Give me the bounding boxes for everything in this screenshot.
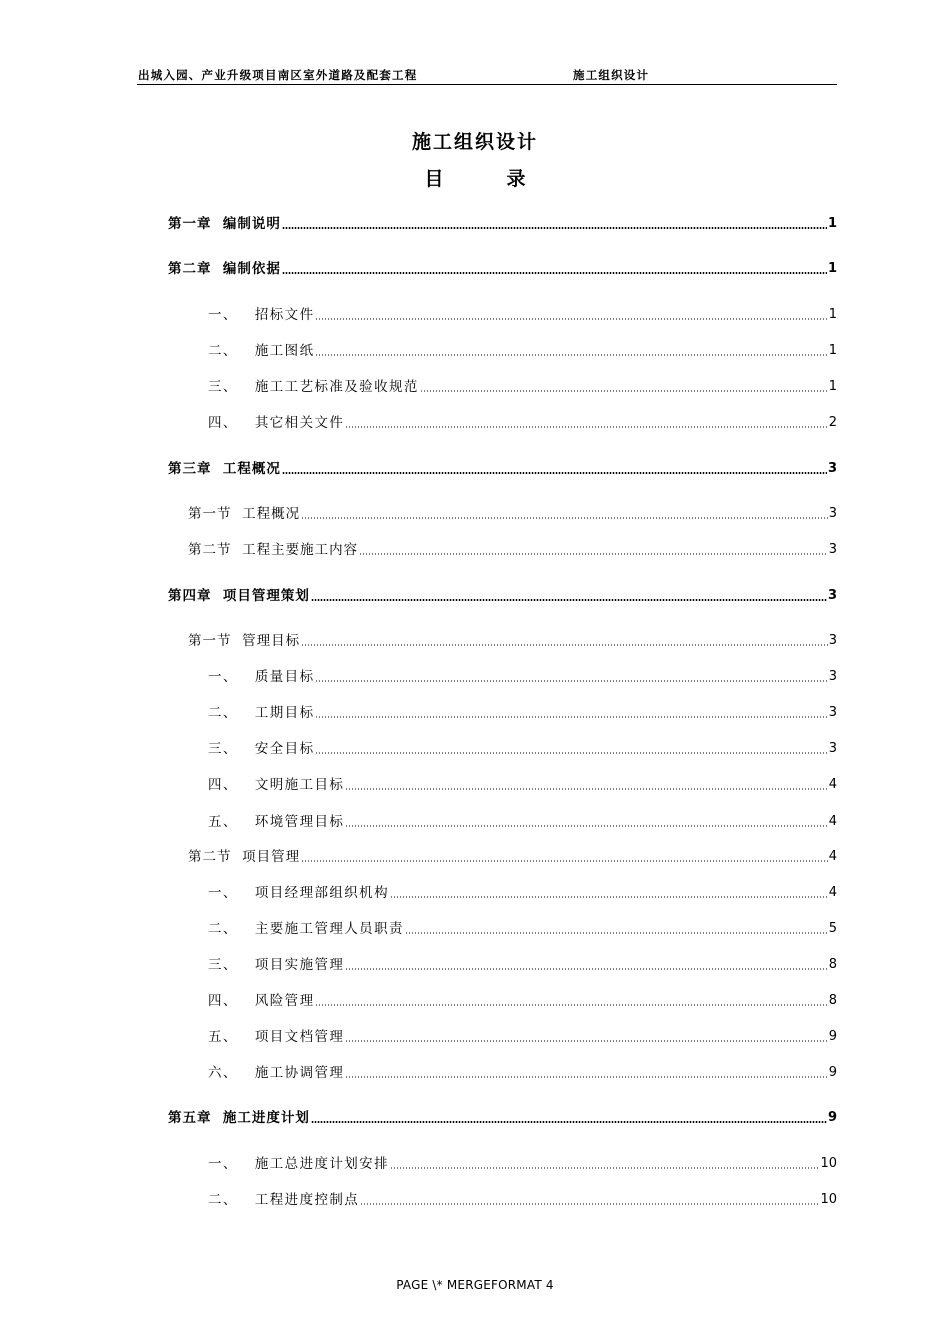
toc-page-number: 3 (828, 506, 837, 521)
toc-entry[interactable] (208, 341, 837, 361)
toc-dot-leader (359, 553, 828, 555)
toc-dot-leader (345, 825, 827, 827)
toc-dot-leader (301, 644, 828, 646)
toc-page-number: 3 (827, 588, 837, 603)
toc-heading: 目 录 (424, 168, 548, 190)
toc-dot-leader (345, 968, 827, 970)
document-title: 施工组织设计 (411, 131, 538, 153)
toc-entry[interactable] (168, 459, 837, 479)
toc-page-number: 5 (828, 921, 837, 936)
toc-entry-label: 五、 项目文档管理 (208, 1029, 345, 1045)
toc-entry[interactable] (188, 504, 837, 524)
toc-entry-label: 一、 施工总进度计划安排 (208, 1156, 389, 1172)
toc-entry[interactable] (208, 955, 837, 975)
toc-dot-leader (420, 390, 828, 392)
toc-entry-label: 三、 施工工艺标准及验收规范 (208, 379, 419, 395)
toc-entry[interactable] (208, 667, 837, 687)
toc-entry[interactable] (208, 1190, 837, 1210)
toc-dot-leader (315, 1004, 827, 1006)
toc-entry-label: 第二节 工程主要施工内容 (188, 542, 359, 558)
toc-page-number: 1 (828, 343, 837, 358)
toc-entry[interactable] (208, 1063, 837, 1083)
toc-entry[interactable] (208, 812, 837, 832)
toc-entry[interactable] (208, 883, 837, 903)
header-doc-type: 施工组织设计 (573, 68, 650, 82)
toc-page-number: 3 (828, 705, 837, 720)
toc-page-number: 2 (828, 415, 837, 430)
toc-entry-label: 第四章 项目管理策划 (168, 588, 310, 604)
toc-page-number: 1 (828, 379, 837, 394)
toc-entry-label: 一、 招标文件 (208, 307, 315, 323)
toc-entry-label: 第三章 工程概况 (168, 461, 281, 477)
toc-entry-label: 二、 工期目标 (208, 705, 315, 721)
toc-page-number: 8 (828, 957, 837, 972)
toc-entry-label: 一、 质量目标 (208, 669, 315, 685)
toc-entry-label: 第二节 项目管理 (188, 849, 301, 865)
toc-dot-leader (315, 354, 827, 356)
toc-entry-label: 二、 工程进度控制点 (208, 1192, 360, 1208)
toc-entry[interactable] (168, 259, 837, 279)
toc-entry[interactable] (208, 991, 837, 1011)
toc-entry[interactable] (168, 1108, 837, 1128)
toc-dot-leader (282, 472, 827, 474)
toc-entry-label: 四、 其它相关文件 (208, 415, 345, 431)
toc-dot-leader (301, 517, 828, 519)
toc-page-number: 3 (828, 741, 837, 756)
toc-entry[interactable] (208, 775, 837, 795)
toc-entry[interactable] (208, 305, 837, 325)
toc-dot-leader (345, 788, 827, 790)
toc-entry-label: 六、 施工协调管理 (208, 1065, 345, 1081)
toc-page-number: 4 (828, 885, 837, 900)
toc-entry-label: 第五章 施工进度计划 (168, 1110, 310, 1126)
toc-entry-label: 第一节 工程概况 (188, 506, 301, 522)
toc-dot-leader (311, 1121, 827, 1123)
toc-entry[interactable] (208, 703, 837, 723)
toc-dot-leader (315, 318, 827, 320)
toc-entry[interactable] (208, 1027, 837, 1047)
toc-entry-label: 二、 施工图纸 (208, 343, 315, 359)
page-header (137, 66, 837, 85)
toc-entry-label: 第一章 编制说明 (168, 216, 281, 232)
toc-dot-leader (405, 932, 828, 934)
toc-page-number: 1 (827, 216, 837, 231)
toc-page-number: 3 (827, 461, 837, 476)
toc-page-number: 3 (828, 669, 837, 684)
toc-entry[interactable] (208, 739, 837, 759)
toc-dot-leader (390, 1167, 819, 1169)
header-project-name: 出城入园、产业升级项目南区室外道路及配套工程 (138, 68, 418, 82)
toc-dot-leader (345, 426, 827, 428)
toc-page-number: 3 (828, 633, 837, 648)
toc-entry-label: 四、 风险管理 (208, 993, 315, 1009)
toc-dot-leader (360, 1203, 819, 1205)
toc-entry[interactable] (208, 1154, 837, 1174)
toc-entry[interactable] (188, 847, 837, 867)
toc-dot-leader (315, 716, 827, 718)
page-footer: PAGE \* MERGEFORMAT 4 (396, 1278, 554, 1292)
toc-entry[interactable] (188, 631, 837, 651)
toc-page-number: 8 (828, 993, 837, 1008)
toc-entry-label: 四、 文明施工目标 (208, 777, 345, 793)
toc-page-number: 4 (828, 849, 837, 864)
toc-page-number: 10 (820, 1192, 837, 1207)
toc-dot-leader (301, 860, 828, 862)
toc-page-number: 4 (828, 814, 837, 829)
toc-entry[interactable] (208, 413, 837, 433)
toc-entry-label: 三、 项目实施管理 (208, 957, 345, 973)
toc-entry[interactable] (188, 540, 837, 560)
toc-dot-leader (282, 227, 827, 229)
toc-page-number: 1 (827, 261, 837, 276)
toc-page-number: 3 (828, 542, 837, 557)
toc-entry[interactable] (168, 586, 837, 606)
toc-dot-leader (282, 272, 827, 274)
toc-entry[interactable] (168, 214, 837, 234)
toc-page-number: 9 (828, 1065, 837, 1080)
toc-entry-label: 第一节 管理目标 (188, 633, 301, 649)
toc-dot-leader (345, 1040, 827, 1042)
toc-page-number: 9 (827, 1110, 837, 1125)
toc-entry-label: 一、 项目经理部组织机构 (208, 885, 389, 901)
toc-page-number: 9 (828, 1029, 837, 1044)
toc-entry-label: 五、 环境管理目标 (208, 814, 345, 830)
toc-entry[interactable] (208, 919, 837, 939)
toc-dot-leader (345, 1076, 827, 1078)
toc-entry-label: 三、 安全目标 (208, 741, 315, 757)
toc-page-number: 10 (820, 1156, 837, 1171)
toc-page-number: 4 (828, 777, 837, 792)
toc-dot-leader (315, 752, 827, 754)
toc-dot-leader (315, 680, 827, 682)
toc-page-number: 1 (828, 307, 837, 322)
toc-entry-label: 二、 主要施工管理人员职责 (208, 921, 404, 937)
toc-dot-leader (311, 599, 827, 601)
toc-entry[interactable] (208, 377, 837, 397)
toc-dot-leader (390, 896, 828, 898)
toc-entry-label: 第二章 编制依据 (168, 261, 281, 277)
